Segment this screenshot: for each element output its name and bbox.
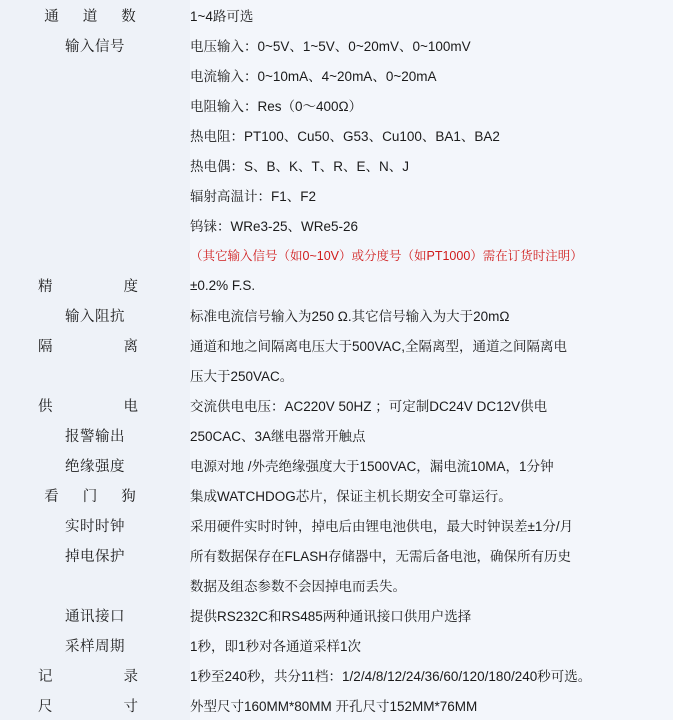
spec-value-note: （其它输入信号（如0~10V）或分度号（如PT1000）需在订货时注明） xyxy=(190,240,673,270)
spec-label-empty xyxy=(0,90,190,120)
spec-label-empty xyxy=(0,210,190,240)
spec-value: 电压输入：0~5V、1~5V、0~20mV、0~100mV xyxy=(190,30,673,60)
spec-value: 钨铼：WRe3-25、WRe5-26 xyxy=(190,210,673,240)
spec-value: 电流输入：0~10mA、4~20mA、0~20mA xyxy=(190,60,673,90)
spec-value: 外型尺寸160MM*80MM 开孔尺寸152MM*76MM xyxy=(190,690,673,720)
spec-label: 看 门 狗 xyxy=(0,480,190,510)
spec-label: 供 电 xyxy=(0,390,190,420)
spec-value: 电阻输入：Res（0～400Ω） xyxy=(190,90,673,120)
table-row xyxy=(0,60,673,90)
spec-value: 交流供电电压：AC220V 50HZ ；可定制DC24V DC12V供电 xyxy=(190,390,673,420)
spec-label-empty xyxy=(0,120,190,150)
spec-label: 记 录 xyxy=(0,660,190,690)
spec-value: 1秒至240秒，共分11档：1/2/4/8/12/24/36/60/120/180/240秒可选。 xyxy=(190,660,673,690)
table-row xyxy=(0,690,673,720)
spec-value: 标准电流信号输入为250 Ω.其它信号输入为大于20mΩ xyxy=(190,300,673,330)
table-row xyxy=(0,180,673,210)
table-row xyxy=(0,480,673,510)
spec-value: 辐射高温计：F1、F2 xyxy=(190,180,673,210)
spec-label-empty xyxy=(0,180,190,210)
spec-label: 尺 寸 xyxy=(0,690,190,720)
spec-label: 掉电保护 xyxy=(0,540,190,570)
spec-label: 绝缘强度 xyxy=(0,450,190,480)
spec-value: 所有数据保存在FLASH存储器中，无需后备电池，确保所有历史 xyxy=(190,540,673,570)
spec-label: 通讯接口 xyxy=(0,600,190,630)
table-row xyxy=(0,120,673,150)
spec-value: 集成WATCHDOG芯片，保证主机长期安全可靠运行。 xyxy=(190,480,673,510)
table-row xyxy=(0,360,673,390)
table-row xyxy=(0,30,673,60)
table-row xyxy=(0,240,673,270)
spec-value: 1~4路可选 xyxy=(190,0,673,30)
table-row xyxy=(0,540,673,570)
table-row xyxy=(0,270,673,300)
spec-label: 输入阻抗 xyxy=(0,300,190,330)
spec-label: 报警输出 xyxy=(0,420,190,450)
spec-value: 热电偶：S、B、K、T、R、E、N、J xyxy=(190,150,673,180)
spec-value: 压大于250VAC。 xyxy=(190,360,673,390)
spec-label-empty xyxy=(0,60,190,90)
spec-label: 实时时钟 xyxy=(0,510,190,540)
table-row xyxy=(0,150,673,180)
spec-label: 精 度 xyxy=(0,270,190,300)
spec-label: 通 道 数 xyxy=(0,0,190,30)
spec-label-empty xyxy=(0,240,190,270)
table-row xyxy=(0,390,673,420)
spec-label-empty xyxy=(0,570,190,600)
spec-label: 隔 离 xyxy=(0,330,190,360)
table-row xyxy=(0,660,673,690)
spec-value: 250CAC、3A继电器常开触点 xyxy=(190,420,673,450)
table-row xyxy=(0,630,673,660)
spec-label: 采样周期 xyxy=(0,630,190,660)
table-row xyxy=(0,330,673,360)
spec-value: 数据及组态参数不会因掉电而丢失。 xyxy=(190,570,673,600)
spec-value: 电源对地 /外壳绝缘强度大于1500VAC，漏电流10MA，1分钟 xyxy=(190,450,673,480)
table-row xyxy=(0,210,673,240)
spec-label-empty xyxy=(0,360,190,390)
table-row xyxy=(0,600,673,630)
table-row xyxy=(0,0,673,30)
table-row xyxy=(0,300,673,330)
spec-value: ±0.2% F.S. xyxy=(190,270,673,300)
table-row xyxy=(0,90,673,120)
spec-value: 通道和地之间隔离电压大于500VAC,全隔离型，通道之间隔离电 xyxy=(190,330,673,360)
table-row xyxy=(0,450,673,480)
spec-value: 热电阻：PT100、Cu50、G53、Cu100、BA1、BA2 xyxy=(190,120,673,150)
spec-value: 采用硬件实时时钟，掉电后由锂电池供电，最大时钟误差±1分/月 xyxy=(190,510,673,540)
table-row xyxy=(0,570,673,600)
spec-value: 提供RS232C和RS485两种通讯接口供用户选择 xyxy=(190,600,673,630)
spec-label: 输入信号 xyxy=(0,30,190,60)
spec-value: 1秒，即1秒对各通道采样1次 xyxy=(190,630,673,660)
spec-label-empty xyxy=(0,150,190,180)
table-row xyxy=(0,510,673,540)
table-row xyxy=(0,420,673,450)
